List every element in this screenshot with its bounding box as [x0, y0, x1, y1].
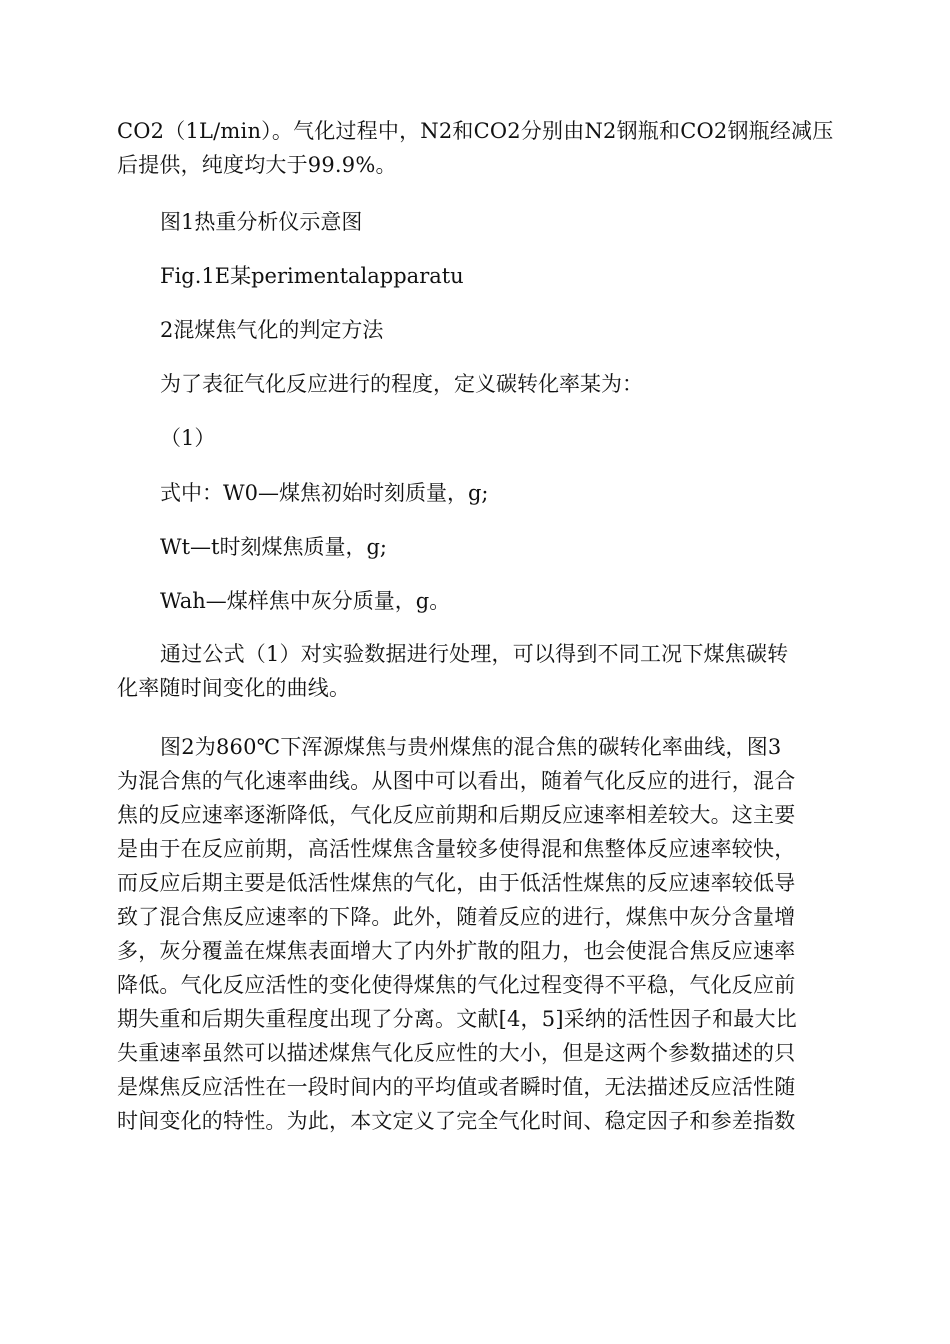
text-line: 致了混合焦反应速率的下降。此外，随着反应的进行，煤焦中灰分含量增 [117, 905, 796, 929]
text-line: 化率随时间变化的曲线。 [117, 676, 351, 700]
text-line: 是煤焦反应活性在一段时间内的平均值或者瞬时值，无法描述反应活性随 [117, 1075, 796, 1099]
paragraph-data-processing [117, 637, 833, 705]
text-line: 是由于在反应前期，高活性煤焦含量较多使得混和焦整体反应速率较快， [117, 837, 796, 861]
text-line: 期失重和后期失重程度出现了分离。文献[4，5]采纳的活性因子和最大比 [117, 1007, 797, 1031]
text-line: 焦的反应速率逐渐降低，气化反应前期和后期反应速率相差较大。这主要 [117, 803, 796, 827]
text-line: 为混合焦的气化速率曲线。从图中可以看出，随着气化反应的进行，混合 [117, 769, 796, 793]
definition-sentence: 为了表征气化反应进行的程度，定义碳转化率某为： [160, 372, 643, 396]
text-line: 后提供，纯度均大于99.9%。 [117, 153, 397, 177]
text-line: 图2为860℃下浑源煤焦与贵州煤焦的混合焦的碳转化率曲线，图3 [160, 735, 782, 759]
figure-caption-english: Fig.1E某perimentalapparatu [160, 264, 464, 288]
text-line: 通过公式（1）对实验数据进行处理，可以得到不同工况下煤焦碳转 [160, 642, 789, 666]
paragraph-gas-supply [117, 114, 833, 182]
section-heading: 2混煤焦气化的判定方法 [160, 318, 384, 342]
paragraph-results-discussion [117, 730, 833, 1138]
text-line: CO2（1L/min）。气化过程中，N2和CO2分别由N2钢瓶和CO2钢瓶经减压 [117, 119, 834, 143]
variable-definition-w0: 式中：W0—煤焦初始时刻质量，g; [160, 481, 489, 505]
text-line: 多，灰分覆盖在煤焦表面增大了内外扩散的阻力，也会使混合焦反应速率 [117, 939, 796, 963]
variable-definition-wt: Wt—t时刻煤焦质量，g; [160, 535, 387, 559]
text-line: 失重速率虽然可以描述煤焦气化反应性的大小，但是这两个参数描述的只 [117, 1041, 796, 1065]
equation-number: （1） [160, 426, 216, 450]
text-line: 时间变化的特性。为此，本文定义了完全气化时间、稳定因子和参差指数 [117, 1109, 796, 1133]
variable-definition-wah: Wah—煤样焦中灰分质量，g。 [160, 589, 451, 613]
text-line: 降低。气化反应活性的变化使得煤焦的气化过程变得不平稳，气化反应前 [117, 973, 796, 997]
text-line: 而反应后期主要是低活性煤焦的气化，由于低活性煤焦的反应速率较低导 [117, 871, 796, 895]
figure-caption-chinese: 图1热重分析仪示意图 [160, 210, 363, 234]
